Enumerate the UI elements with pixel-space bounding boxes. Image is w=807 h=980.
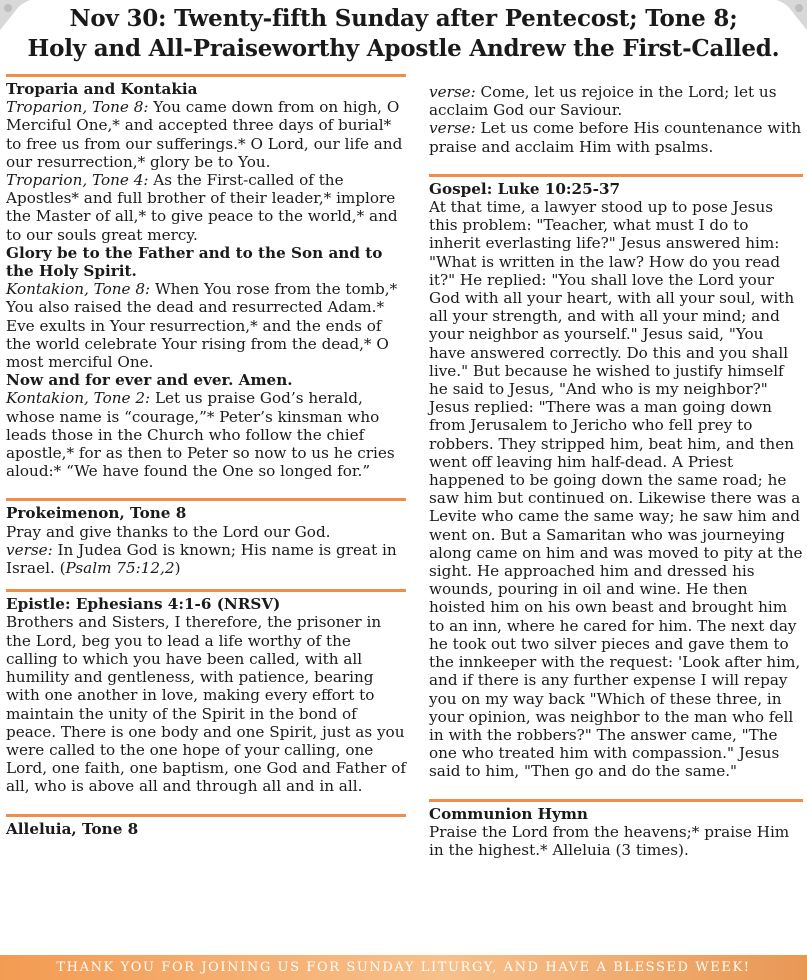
communion-section xyxy=(429,805,803,860)
alleluia-section xyxy=(6,820,406,838)
glory-doxology: Glory be to the Father and to the Son and to the Holy Spirit. xyxy=(6,243,383,281)
section-divider xyxy=(6,814,406,817)
section-divider xyxy=(6,589,406,592)
troparia-section xyxy=(6,80,406,480)
alleluia-verses xyxy=(429,83,803,156)
kontakion-tone8 xyxy=(6,280,406,371)
alleluia-verse2 xyxy=(429,119,803,155)
psalm-reference: Psalm 75:12,2 xyxy=(65,559,175,578)
kontakion-tone8-text: When You rose from the tomb,* You also raised the dead and resurrected Adam.* Eve exults in Your resurrection,* and the ends of the world celebrate Your rising from the dead,* O most merciful One. xyxy=(6,280,398,372)
footer-banner: THANK YOU FOR JOINING US FOR SUNDAY LITURGY, AND HAVE A BLESSED WEEK! xyxy=(0,955,807,980)
spacer xyxy=(6,577,406,589)
verse-label: verse: xyxy=(429,119,476,138)
kontakion-tone2-text: Let us praise God’s herald, whose name is “courage,”* Peter’s kinsman who leads those in the Church who follow the chief apostle,* for as then to Peter so now to us he cries aloud:* “We have found the One so longed for.” xyxy=(6,389,395,481)
epistle-section xyxy=(6,595,406,795)
kontakion-tone2-label: Kontakion, Tone 2: xyxy=(6,389,151,408)
troparion-tone8 xyxy=(6,98,406,171)
kontakion-tone8-label: Kontakion, Tone 8: xyxy=(6,280,151,299)
troparion-tone8-label: Troparion, Tone 8: xyxy=(6,98,149,117)
right-column xyxy=(429,83,803,859)
section-divider xyxy=(6,498,406,501)
communion-heading: Communion Hymn xyxy=(429,804,588,823)
alleluia-verse1-text: Come, let us rejoice in the Lord; let us acclaim God our Saviour. xyxy=(429,83,777,120)
gospel-heading: Gospel: Luke 10:25-37 xyxy=(429,179,621,198)
prokeimenon-heading: Prokeimenon, Tone 8 xyxy=(6,504,187,523)
now-and-ever: Now and for ever and ever. Amen. xyxy=(6,371,293,390)
prokeimenon-text: Pray and give thanks to the Lord our God. xyxy=(6,522,331,541)
verse-label: verse: xyxy=(6,540,53,559)
alleluia-verse1 xyxy=(429,83,803,119)
page-header xyxy=(0,4,807,64)
spacer xyxy=(6,480,406,498)
alleluia-verse2-text: Let us come before His countenance with praise and acclaim Him with psalms. xyxy=(429,119,802,156)
left-column xyxy=(6,74,406,838)
troparion-tone4 xyxy=(6,171,406,244)
page-title-line2: Holy and All-Praiseworthy Apostle Andrew the First-Called. xyxy=(27,35,780,62)
prokeimenon-section xyxy=(6,504,406,577)
verse-label: verse: xyxy=(429,83,476,101)
gospel-text: At that time, a lawyer stood up to pose Jesus this problem: "Teacher, what must I do to inherit everlasting life?" Jesus answered him: "What is written in the law? How do you read it?" He replied: "You shall love the Lord your God with all your heart, with all your soul, with all your strength, and with all your mind; and your neighbor as yourself." Jesus said, "You have answered correctly. Do this and you shall live." But because he wished to justify himself he said to Jesus, "And who is my neighbor?" Jesus replied: "There was a man going down from Jerusalem to Jericho who fell prey to robbers. They stripped him, beat him, and then went off leaving him half-dead. A Priest happened to be going down the same road; he saw him but continued on. Likewise there was a Levite who came the same way; he saw him and went on. But a Samaritan who was journeying along came on him and was moved to pity at the sight. He approached him and dressed his wounds, pouring in oil and wine. He then hoisted him on his own beast and brought him to an inn, where he cared for him. The next day he took out two silver pieces and gave them to the innkeeper with the request: 'Look after him, and if there is any further expense I will repay you on my way back "Which of these three, in your opinion, was neighbor to the man who fell in with the robbers?" The answer came, "The one who treated him with compassion." Jesus said to him, "Then go and do the same." xyxy=(429,198,803,781)
troparion-tone4-text: As the First-called of the Apostles* and full brother of their leader,* implore the Master of all,* to give peace to the world,* and to our souls great mercy. xyxy=(6,171,398,244)
page-title-line1: Nov 30: Twenty-fifth Sunday after Pentecost; Tone 8; xyxy=(69,5,738,32)
reference-close: ) xyxy=(174,559,181,578)
epistle-heading: Epistle: Ephesians 4:1-6 (NRSV) xyxy=(6,595,281,614)
troparia-heading: Troparia and Kontakia xyxy=(6,80,198,98)
spacer xyxy=(6,796,406,814)
prokeimenon-verse-text: In Judea God is known; His name is great in Israel. ( xyxy=(6,540,397,578)
communion-text: Praise the Lord from the heavens;* praise Him in the highest.* Alleluia (3 times). xyxy=(429,822,790,859)
troparion-tone4-label: Troparion, Tone 4: xyxy=(6,171,149,190)
section-divider xyxy=(429,799,803,802)
troparion-tone8-text: You came down from on high, O Merciful One,* and accepted three days of burial* to free us from our sufferings.* O Lord, our life and our resurrection,* glory be to You. xyxy=(6,98,403,171)
section-divider xyxy=(6,74,406,77)
alleluia-heading: Alleluia, Tone 8 xyxy=(6,819,139,838)
section-divider xyxy=(429,174,803,177)
kontakion-tone2 xyxy=(6,389,406,480)
epistle-text: Brothers and Sisters, I therefore, the prisoner in the Lord, beg you to lead a life worthy of the calling to which you have been called, with all humility and gentleness, with patience, bearing with one another in love, making every effort to maintain the unity of the Spirit in the bond of peace. There is one body and one Spirit, just as you were called to the one hope of your calling, one Lord, one faith, one baptism, one God and Father of all, who is above all and through all and in all. xyxy=(6,613,406,796)
gospel-section xyxy=(429,180,803,781)
prokeimenon-verse xyxy=(6,541,406,577)
spacer xyxy=(429,781,803,799)
spacer xyxy=(429,156,803,174)
